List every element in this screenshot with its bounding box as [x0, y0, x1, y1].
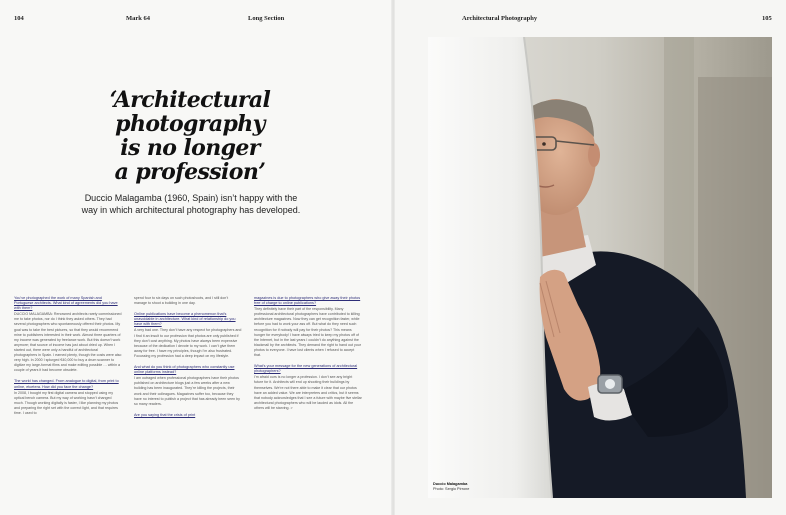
body-column-3: [254, 296, 362, 417]
interview-answer: A very bad one. They don’t have any respect for photographers and I find it an insult to our profession that photos are only published if they don’t cost anything. My photos have always been expensive because of the dedication I devote to my work. I can’t give them away for free. I have my principles, though I’m also frustrated. Focussing my profession had a deep impact on my lifestyle.: [134, 328, 242, 358]
interview-question: magazines is due to photographers who give away their photos free of charge to online publications?: [254, 296, 361, 306]
interview-answer: I’m afraid ours is no longer a profession. I don’t see any bright future for it. Architects will end up shooting their buildings by themselves. We’re not there able to make it clear that our photos have an added value. We are interpreters and critics, but it seems that nobody acknowledges that I see a future with maybe five stellar architectural photographers who will be lauded as idols. All the others will be starving. >: [254, 375, 362, 410]
body-column-2: [134, 296, 242, 419]
portrait-illustration: [428, 37, 772, 498]
interview-answer: In 2008, I bought my first digital camera and stopped using my optical bench camera. But my way of working hasn’t changed much. Though working digitally is faster, I like planning my photos and preparing the right set with the correct light, and that requires time. I used to: [14, 390, 119, 415]
interview-answer: DUCCIO MALAGAMBA: Renowned architects rarely commissioned me to take photos, nor do I think they asked others. They had several photographers who spontaneously offered their photos. My goal was to take the best pictures, so that they would recommend mine to publishers interested in their work. Almost three quarters of my income was generated by freelance work. But this doesn’t work anymore; that source of income has just about dried up. When I started out, there were only a handful of architectural photographers in Spain. I earned plenty, though the costs were also very high. In 2000 I splurged €40,000 to buy a drum scanner to digitize my large-format films and make editing possible … within a couple of years it had become obsolete.: [14, 312, 122, 373]
page-number-left: 104: [14, 15, 24, 22]
magazine-issue: Mark 64: [126, 15, 151, 22]
standfirst-line: Duccio Malagamba (1960, Spain) isn’t happy with the: [84, 193, 298, 203]
caption-name: Duccio Malagamba: [433, 482, 468, 486]
ear: [588, 143, 600, 167]
interview-question: And what do you think of photographers who constantly use online platforms instead?: [134, 365, 235, 375]
page-gutter: [391, 0, 395, 515]
headline-line: ‘Architectural: [109, 87, 271, 113]
portrait-photo: [428, 37, 772, 498]
photo-caption: [433, 482, 469, 492]
page-number-right: 105: [762, 15, 772, 22]
interview-question: You’ve photographed the work of many Spanish and Portuguese architects. What kind of agreements did you have with them?: [14, 296, 118, 311]
article-standfirst: [60, 193, 322, 216]
headline-line: is no longer: [120, 135, 260, 161]
topic-name: Architectural Photography: [462, 15, 538, 22]
interview-question: What’s your message for the new generations of architectural photographers?: [254, 364, 358, 374]
article-body: [14, 296, 376, 502]
interview-question: Online publications have become a phenomenon that’s unavoidable in architecture. What kind of relationship do you have with them?: [134, 312, 236, 327]
body-column-1: [14, 296, 122, 422]
standfirst-line: way in which architectural photography has developed.: [81, 204, 301, 215]
interview-answer: They definitely have their part of the responsibility. Many professional architectural photographers have contributed to killing architecture magazines. Now they can get recognition faster, while before you had to work your ass off. But what do they need such recognition for if nobody will pay for their photos? This means hunger for everybody! I have always tried to keep my photos off of the Internet, but in the last years I couldn’t do anything against the blackmail by the architects. They demand the right to hand out your photos to everyone. I have lost clients when I refused to accept that.: [254, 307, 362, 358]
interview-question: The world has changed. From analogue to digital, from print to online, etcetera. How did you face the change?: [14, 379, 119, 389]
interview-question: Are you saying that the crisis of print: [134, 412, 196, 417]
caption-credit: Photo: Sergio Pirrone: [433, 487, 470, 491]
interview-answer: I am outraged when professional photographers have their photos published on architecture blogs just a few weeks after a new building has been inaugurated. They’re killing the projects, their work and their colleagues. Magazines suffer too, because they have no interest to publish a project that has already been seen by so many readers.: [134, 376, 240, 406]
section-name: Long Section: [248, 15, 285, 22]
headline-line: a profession’: [114, 159, 266, 185]
article-headline: [60, 88, 320, 184]
interview-answer: spend four to six days on such photoshoots, and I still don’t manage to shoot a building in one day.: [134, 296, 229, 306]
eye: [542, 142, 546, 146]
headline-line: photography: [115, 111, 265, 137]
watch-face: [605, 379, 615, 389]
